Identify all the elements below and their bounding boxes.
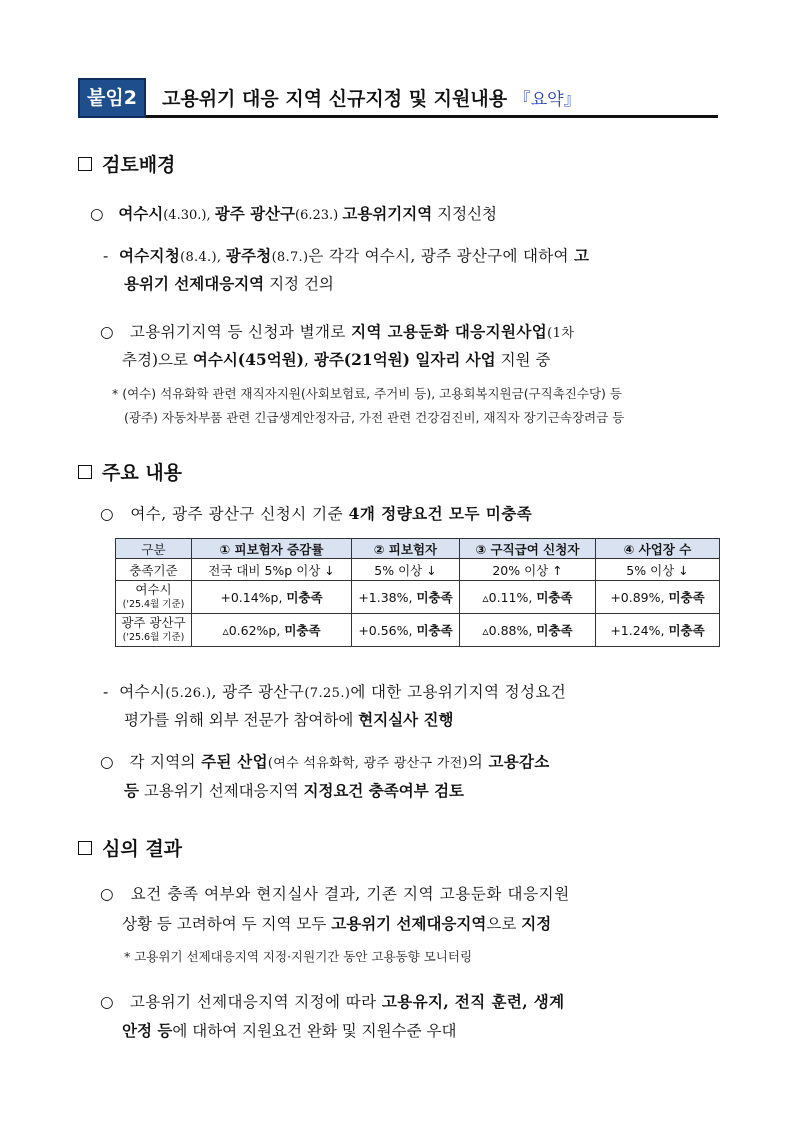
circle-bullet: ○ (100, 993, 114, 1011)
value: +1.38%, (358, 590, 417, 605)
region-basis: ('25.4월 기준) (122, 599, 185, 610)
title-text: 고용위기 대응 지역 신규지정 및 지원내용 (162, 88, 508, 110)
table-cell (192, 581, 352, 614)
section-background-heading (78, 150, 175, 177)
dash-bullet: - (103, 683, 109, 701)
bullet-benefits-line2 (122, 1019, 456, 1041)
region-basis: ('25.6월 기준) (122, 632, 185, 643)
text: 안정 등 (122, 1021, 173, 1040)
table-row (116, 614, 720, 647)
table-cell (352, 614, 460, 647)
section-label: 심의 결과 (102, 838, 183, 860)
header-underline (146, 115, 718, 118)
text: 주된 산업 (201, 752, 268, 771)
text: (여수 석유화학, 광주 광산구 가전) (267, 756, 468, 771)
table-header: ② 피보험자 (352, 539, 460, 559)
bullet-criteria (100, 502, 532, 524)
text: 고용유지, 전직 훈련, 생계 (381, 992, 565, 1011)
text: 의 (467, 753, 489, 771)
text: (1차 (547, 326, 575, 341)
date: (4.30.), (163, 208, 215, 223)
text: , 광주 광산구 (211, 683, 305, 701)
value: +0.14%p, (220, 590, 287, 605)
text: , (303, 351, 314, 369)
text: 추경)으로 (122, 351, 193, 369)
text: 고 (574, 246, 590, 265)
checkbox-square-icon (78, 465, 92, 479)
value: +0.56%, (358, 623, 417, 638)
status: 미충족 (284, 623, 321, 638)
text: 지정 (521, 914, 552, 933)
dash-bullet: - (103, 247, 109, 265)
table-row (116, 581, 720, 614)
dash-inspection-line1 (103, 680, 566, 702)
text: 등 (124, 781, 139, 800)
text: 지정 건의 (264, 275, 334, 293)
table-header: ④ 사업장 수 (596, 539, 720, 559)
document-header (78, 78, 718, 120)
table-header-row (116, 539, 720, 559)
text: 각 지역의 (129, 753, 202, 771)
text: 지정요건 충족여부 검토 (303, 781, 465, 800)
requirements-table (115, 538, 720, 647)
date: (8.7.) (271, 250, 309, 265)
section-label: 주요 내용 (102, 462, 183, 484)
bullet-decision-line1 (100, 882, 570, 904)
text: 용위기 선제대응지역 (124, 274, 265, 293)
page-title (162, 84, 581, 111)
status: 미충족 (668, 623, 705, 638)
circle-bullet: ○ (100, 323, 114, 341)
table-cell (596, 581, 720, 614)
footnote-gwangju: (광주) 자동차부품 관련 긴급생계안정자금, 가전 관련 건강검진비, 재직자 장기근속장려금 등 (124, 410, 625, 425)
table-cell: 전국 대비 5%p 이상 ↓ (192, 559, 352, 581)
bullet-review-line1 (100, 750, 550, 772)
date: (5.26.) (165, 686, 212, 701)
status: 미충족 (416, 590, 453, 605)
footnote-monitoring: * 고용위기 선제대응지역 지정·지원기간 동안 고용동향 모니터링 (124, 949, 473, 964)
attachment-badge: 붙임2 (78, 78, 146, 118)
table-cell: 20% 이상 ↑ (460, 559, 596, 581)
table-cell: 5% 이상 ↓ (352, 559, 460, 581)
dash-recommendation-line2 (124, 272, 334, 294)
text: 고용감소 (488, 752, 550, 771)
text: 광주청 (225, 246, 272, 265)
bullet-review-line2 (124, 779, 464, 801)
text: 여수시 (119, 683, 166, 701)
status: 미충족 (286, 590, 323, 605)
table-cell (192, 614, 352, 647)
text: 지정신청 (432, 205, 498, 223)
text: 여수지청 (119, 246, 181, 265)
text: 여수시 (118, 204, 164, 223)
value: +0.89%, (610, 590, 669, 605)
text: 지역 고용둔화 대응지원사업 (351, 322, 548, 341)
text: 평가를 위해 외부 전문가 참여하에 (124, 711, 359, 729)
text: 요건 충족 여부와 현지실사 결과, 기존 지역 고용둔화 대응지원 (130, 885, 570, 903)
table-row (116, 559, 720, 581)
title-subtitle: 『요약』 (513, 90, 581, 110)
table-header: ③ 구직급여 신청자 (460, 539, 596, 559)
date: (6.23.) (295, 208, 343, 223)
table-cell (116, 581, 192, 614)
text: 상황 등 고려하여 두 지역 모두 (122, 915, 332, 933)
value: +1.24%, (610, 623, 669, 638)
date: (8.4.), (180, 250, 226, 265)
text: 에 대한 고용위기지역 정성요건 (350, 683, 567, 701)
text: 고용위기지역 등 신청과 별개로 (129, 323, 352, 341)
table-cell (460, 581, 596, 614)
text: 광주(21억원) 일자리 사업 (313, 350, 496, 369)
table-cell: 5% 이상 ↓ (596, 559, 720, 581)
dash-inspection-line2 (124, 708, 454, 730)
text: 광주 광산구 (214, 204, 295, 223)
checkbox-square-icon (78, 157, 92, 171)
circle-bullet: ○ (100, 885, 115, 903)
text: 고용위기 선제대응지역 지정에 따라 (129, 993, 382, 1011)
bullet-decision-line2 (122, 912, 551, 934)
text: 여수, 광주 광산구 신청시 기준 (130, 505, 349, 523)
value: ▵0.88%, (482, 623, 537, 638)
value: ▵0.62%p, (222, 623, 285, 638)
dash-recommendation-line1 (103, 244, 589, 266)
status: 미충족 (668, 590, 705, 605)
text: 고용위기 선제대응지역 (331, 914, 487, 933)
table-header: ① 피보험자 증감률 (192, 539, 352, 559)
status: 미충족 (416, 623, 453, 638)
checkbox-square-icon (78, 841, 92, 855)
table-cell (352, 581, 460, 614)
text: 고용위기지역 (342, 204, 433, 223)
circle-bullet: ○ (100, 753, 114, 771)
text: 4개 정량요건 모두 미충족 (348, 504, 533, 523)
bullet-support-line2 (122, 348, 550, 370)
text: 여수시(45억원) (192, 350, 304, 369)
date: (7.25.) (304, 686, 351, 701)
table-cell: 충족기준 (116, 559, 192, 581)
bullet-support-line1 (100, 320, 574, 342)
footnote-yeosu: * (여수) 석유화학 관련 재직자지원(사회보험료, 주거비 등), 고용회복지원금(구직촉진수당) 등 (112, 386, 622, 401)
text: 현지실사 진행 (358, 710, 454, 729)
table-cell (596, 614, 720, 647)
bullet-application (90, 202, 497, 224)
section-label: 검토배경 (102, 154, 176, 176)
circle-bullet: ○ (100, 505, 115, 523)
bullet-benefits-line1 (100, 990, 565, 1012)
status: 미충족 (536, 623, 573, 638)
region-name: 여수시 (135, 582, 172, 597)
status: 미충족 (536, 590, 573, 605)
table-cell (460, 614, 596, 647)
text: 은 각각 여수시, 광주 광산구에 대하여 (308, 247, 575, 265)
section-main-heading (78, 458, 182, 485)
region-name: 광주 광산구 (121, 615, 186, 630)
table-cell (116, 614, 192, 647)
text: 고용위기 선제대응지역 (138, 782, 304, 800)
section-result-heading (78, 834, 182, 861)
text: 지원 중 (495, 351, 551, 369)
circle-bullet: ○ (90, 205, 104, 223)
text: 에 대하여 지원요건 완화 및 지원수준 우대 (172, 1022, 457, 1040)
table-header: 구분 (116, 539, 192, 559)
value: ▵0.11%, (482, 590, 537, 605)
text: 으로 (486, 915, 522, 933)
